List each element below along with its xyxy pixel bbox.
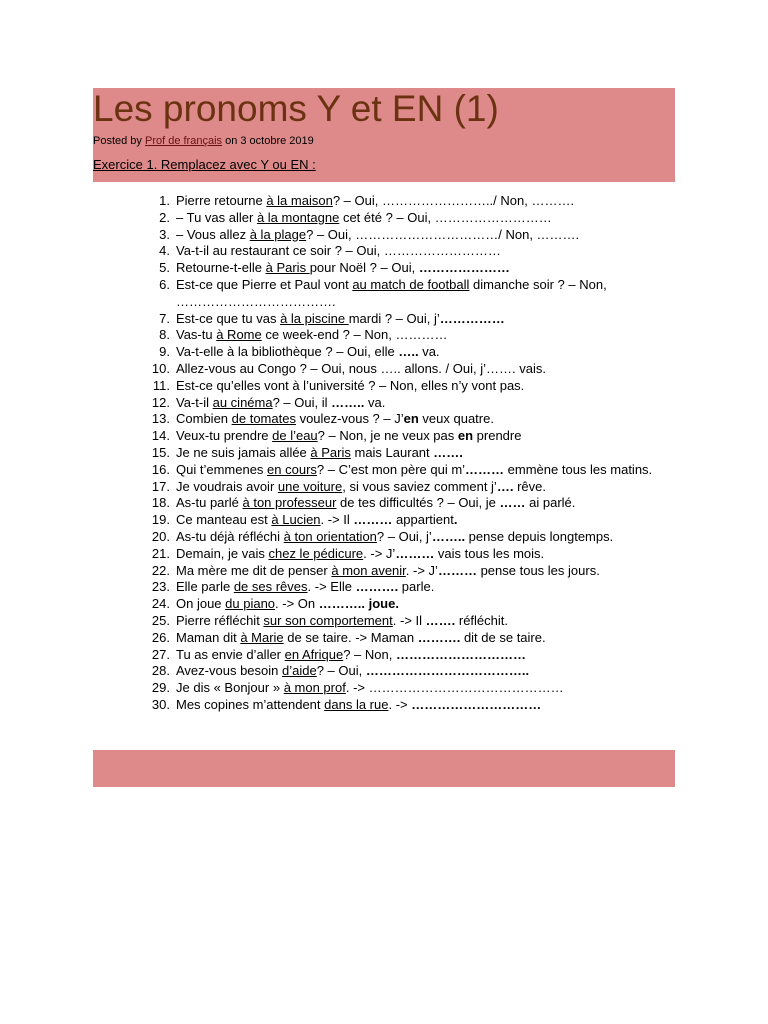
item-number: 30.	[151, 696, 170, 712]
item-number: 12.	[151, 394, 170, 410]
item-text: pour Noël ? – Oui,	[309, 260, 419, 276]
item-text: Vas-tu	[176, 327, 217, 343]
item-text: Demain, je vais	[176, 545, 269, 561]
item-text: . -> Elle	[307, 579, 356, 595]
exercise-list	[150, 193, 680, 714]
footer-band	[93, 750, 675, 787]
item-text: voulez-vous ? – J’	[295, 411, 404, 427]
item-text: Qui t’emmenes	[176, 461, 268, 477]
item-text: rêve.	[513, 478, 546, 494]
exercise-item	[150, 596, 680, 613]
answer-blank: ………	[353, 512, 393, 528]
underlined-phrase: au cinéma	[212, 394, 273, 410]
exercise-item	[150, 277, 680, 311]
item-text: , si vous saviez comment j’	[342, 478, 497, 494]
item-number: 14.	[151, 428, 170, 444]
item-text: réfléchit.	[455, 612, 509, 628]
answer-blank: …………………	[418, 260, 510, 276]
item-number: 23.	[151, 579, 170, 595]
item-text: Avez-vous besoin	[176, 663, 282, 679]
item-text: cet été ? – Oui, ………………………	[339, 209, 552, 225]
item-text: pense depuis longtemps.	[465, 528, 614, 544]
item-text: Elle parle	[176, 579, 234, 595]
exercise-item	[150, 697, 680, 714]
item-text: dimanche soir ? – Non, ……………………………….	[176, 276, 607, 309]
exercise-item	[150, 680, 680, 697]
item-number: 16.	[151, 461, 170, 477]
item-number: 21.	[151, 545, 170, 561]
answer-blank: ……………	[439, 310, 505, 326]
exercise-item	[150, 210, 680, 227]
item-text: Va-t-il	[176, 394, 213, 410]
item-text: ce week-end ? – Non, …………	[261, 327, 448, 343]
item-text: prendre	[473, 428, 522, 444]
answer-blank: ……	[499, 495, 526, 511]
exercise-item	[150, 495, 680, 512]
item-text: ? – C’est mon père qui m’	[316, 461, 466, 477]
answer-blank: ……….	[417, 629, 461, 645]
item-text: Retourne-t-elle	[176, 260, 266, 276]
exercise-item	[150, 428, 680, 445]
item-number: 6.	[159, 276, 170, 292]
item-number: 25.	[151, 612, 170, 628]
exercise-item	[150, 663, 680, 680]
item-text: . -> J’	[405, 562, 438, 578]
item-number: 17.	[151, 478, 170, 494]
exercise-item	[150, 445, 680, 462]
item-text: dit de se taire.	[460, 629, 546, 645]
item-number: 20.	[151, 528, 170, 544]
exercise-item	[150, 479, 680, 496]
underlined-phrase: dans la rue	[324, 696, 389, 712]
underlined-phrase: à mon prof	[283, 680, 346, 696]
item-text: Ma mère me dit de penser	[176, 562, 332, 578]
item-number: 2.	[159, 209, 170, 225]
answer-blank: …..	[398, 344, 419, 360]
item-text: ? – Non,	[343, 646, 396, 662]
underlined-phrase: de l’eau	[272, 428, 318, 444]
answer-blank: …….	[425, 612, 456, 628]
item-text: pense tous les jours.	[476, 562, 600, 578]
underlined-phrase: d’aide	[282, 663, 317, 679]
underlined-phrase: en Afrique	[284, 646, 344, 662]
item-text: – Vous allez	[176, 226, 250, 242]
item-number: 7.	[159, 310, 170, 326]
item-number: 22.	[151, 562, 170, 578]
item-text: – Tu vas aller	[176, 209, 257, 225]
underlined-phrase: de tomates	[231, 411, 296, 427]
item-number: 5.	[159, 260, 170, 276]
exercise-item	[150, 411, 680, 428]
exercise-item	[150, 193, 680, 210]
item-text: ? – Oui, ……………………………/ Non, ……….	[306, 226, 580, 242]
item-text: ? – Oui,	[316, 663, 366, 679]
exercise-item	[150, 579, 680, 596]
answer-blank: …….	[433, 444, 463, 460]
item-text: Tu as envie d’aller	[176, 646, 285, 662]
exercise-item	[150, 327, 680, 344]
item-number: 1.	[159, 193, 170, 208]
item-text: Je voudrais avoir	[176, 478, 278, 494]
exercise-item	[150, 647, 680, 664]
item-text: Combien	[176, 411, 232, 427]
underlined-phrase: à ton orientation	[283, 528, 377, 544]
item-number: 15.	[151, 444, 170, 460]
item-number: 26.	[151, 629, 170, 645]
item-number: 11.	[152, 377, 170, 393]
item-text: Est-ce que tu vas	[176, 310, 281, 326]
exercise-item	[150, 613, 680, 630]
underlined-phrase: chez le pédicure	[268, 545, 364, 561]
page-title: Les pronoms Y et EN (1)	[93, 88, 499, 129]
item-number: 27.	[151, 646, 170, 662]
item-text: Pierre retourne	[176, 193, 267, 208]
exercise-item	[150, 378, 680, 395]
item-number: 8.	[159, 327, 170, 343]
item-text: ? – Oui, j’	[376, 528, 432, 544]
item-text: On joue	[176, 596, 226, 612]
underlined-phrase: à ton professeur	[242, 495, 337, 511]
item-text: As-tu parlé	[176, 495, 243, 511]
underlined-phrase: à Paris	[310, 444, 351, 460]
exercise-item	[150, 462, 680, 479]
item-text: As-tu déjà réfléchi	[176, 528, 284, 544]
item-number: 19.	[151, 512, 170, 528]
author-link[interactable]: Prof de français	[144, 135, 223, 147]
item-text: ? – Non, je ne veux pas	[317, 428, 458, 444]
answer-blank: ……….. joue.	[318, 596, 399, 612]
item-text: mais Laurant	[350, 444, 434, 460]
answer-blank: en	[457, 428, 474, 444]
underlined-phrase: au match de football	[352, 276, 470, 292]
exercise-item	[150, 344, 680, 361]
underlined-phrase: à la piscine	[280, 310, 349, 326]
exercise-item	[150, 529, 680, 546]
underlined-phrase: à mon avenir	[331, 562, 406, 578]
answer-blank: …………………………	[395, 646, 526, 662]
item-number: 29.	[151, 680, 170, 696]
item-text: Mes copines m’attendent	[176, 696, 325, 712]
underlined-phrase: sur son comportement	[263, 612, 393, 628]
item-text: Va-t-il au restaurant ce soir ? – Oui, ………………………	[176, 243, 501, 259]
item-text: Va-t-elle à la bibliothèque ? – Oui, elle	[176, 344, 399, 360]
item-text: . -> ………………………………………	[345, 680, 564, 696]
item-number: 3.	[159, 226, 170, 242]
item-text: parle.	[398, 579, 435, 595]
answer-blank: …………………………	[411, 696, 542, 712]
exercise-item	[150, 361, 680, 378]
item-text: va.	[364, 394, 386, 410]
answer-blank: ……….	[355, 579, 399, 595]
exercise-item	[150, 512, 680, 529]
underlined-phrase: à Marie	[240, 629, 284, 645]
post-byline	[93, 134, 314, 148]
exercise-item	[150, 311, 680, 328]
answer-blank: en	[403, 411, 419, 427]
underlined-phrase: de ses rêves	[233, 579, 308, 595]
underlined-phrase: à Rome	[216, 327, 262, 343]
item-text: Ce manteau est	[176, 512, 272, 528]
item-text: . -> Il	[320, 512, 354, 528]
item-text: ? – Oui, il	[272, 394, 332, 410]
byline-prefix: Posted by	[93, 135, 145, 147]
underlined-phrase: du piano	[225, 596, 276, 612]
underlined-phrase: à Paris	[265, 260, 310, 276]
item-text: ai parlé.	[525, 495, 576, 511]
item-text: Est-ce qu’elles vont à l’université ? – Non, elles n’y vont pas.	[176, 377, 525, 393]
underlined-phrase: à la maison	[266, 193, 333, 208]
item-text: appartient	[392, 512, 454, 528]
exercise-item	[150, 243, 680, 260]
item-number: 4.	[159, 243, 170, 259]
item-text: . -> J’	[363, 545, 396, 561]
exercise-item	[150, 546, 680, 563]
byline-date: on 3 octobre 2019	[222, 135, 314, 147]
item-text: Je dis « Bonjour »	[176, 680, 284, 696]
underlined-phrase: une voiture	[277, 478, 343, 494]
answer-blank: .	[453, 512, 458, 528]
exercise-item	[150, 563, 680, 580]
underlined-phrase: à la montagne	[256, 209, 340, 225]
answer-blank: ………	[437, 562, 477, 578]
exercise-item	[150, 227, 680, 244]
item-text: Veux-tu prendre	[176, 428, 273, 444]
exercise-item	[150, 260, 680, 277]
answer-blank: ….	[496, 478, 514, 494]
item-text: . -> On	[275, 596, 319, 612]
item-text: va.	[418, 344, 440, 360]
item-number: 18.	[151, 495, 170, 511]
underlined-phrase: à Lucien	[271, 512, 321, 528]
item-text: Est-ce que Pierre et Paul vont	[176, 276, 353, 292]
item-text: de tes difficultés ? – Oui, je	[336, 495, 500, 511]
underlined-phrase: en cours	[267, 461, 317, 477]
exercise-item	[150, 395, 680, 412]
answer-blank: ……..	[431, 528, 466, 544]
item-text: de se taire. -> Maman	[283, 629, 418, 645]
item-number: 13.	[151, 411, 170, 427]
exercise-heading: Exercice 1. Remplacez avec Y ou EN :	[93, 157, 316, 172]
answer-blank: ………	[395, 545, 435, 561]
item-number: 24.	[151, 596, 170, 612]
item-text: Maman dit	[176, 629, 241, 645]
answer-blank: ………	[465, 461, 505, 477]
answer-blank: ………………………………..	[365, 663, 530, 679]
item-number: 28.	[151, 663, 170, 679]
item-number: 10.	[151, 360, 170, 376]
item-text: mardi ? – Oui, j’	[348, 310, 440, 326]
underlined-phrase: à la plage	[249, 226, 307, 242]
item-text: Allez-vous au Congo ? – Oui, nous ….. allons. / Oui, j’……. vais.	[176, 360, 546, 376]
exercise-item	[150, 630, 680, 647]
item-number: 9.	[159, 344, 170, 360]
item-text: . ->	[388, 696, 412, 712]
item-text: Je ne suis jamais allée	[176, 444, 311, 460]
item-text: vais tous les mois.	[434, 545, 545, 561]
item-text: ? – Oui, ……………………../ Non, ……….	[332, 193, 575, 208]
item-text: Pierre réfléchit	[176, 612, 264, 628]
item-text: veux quatre.	[418, 411, 494, 427]
item-text: . -> Il	[392, 612, 426, 628]
item-text: emmène tous les matins.	[504, 461, 653, 477]
answer-blank: ……..	[331, 394, 365, 410]
